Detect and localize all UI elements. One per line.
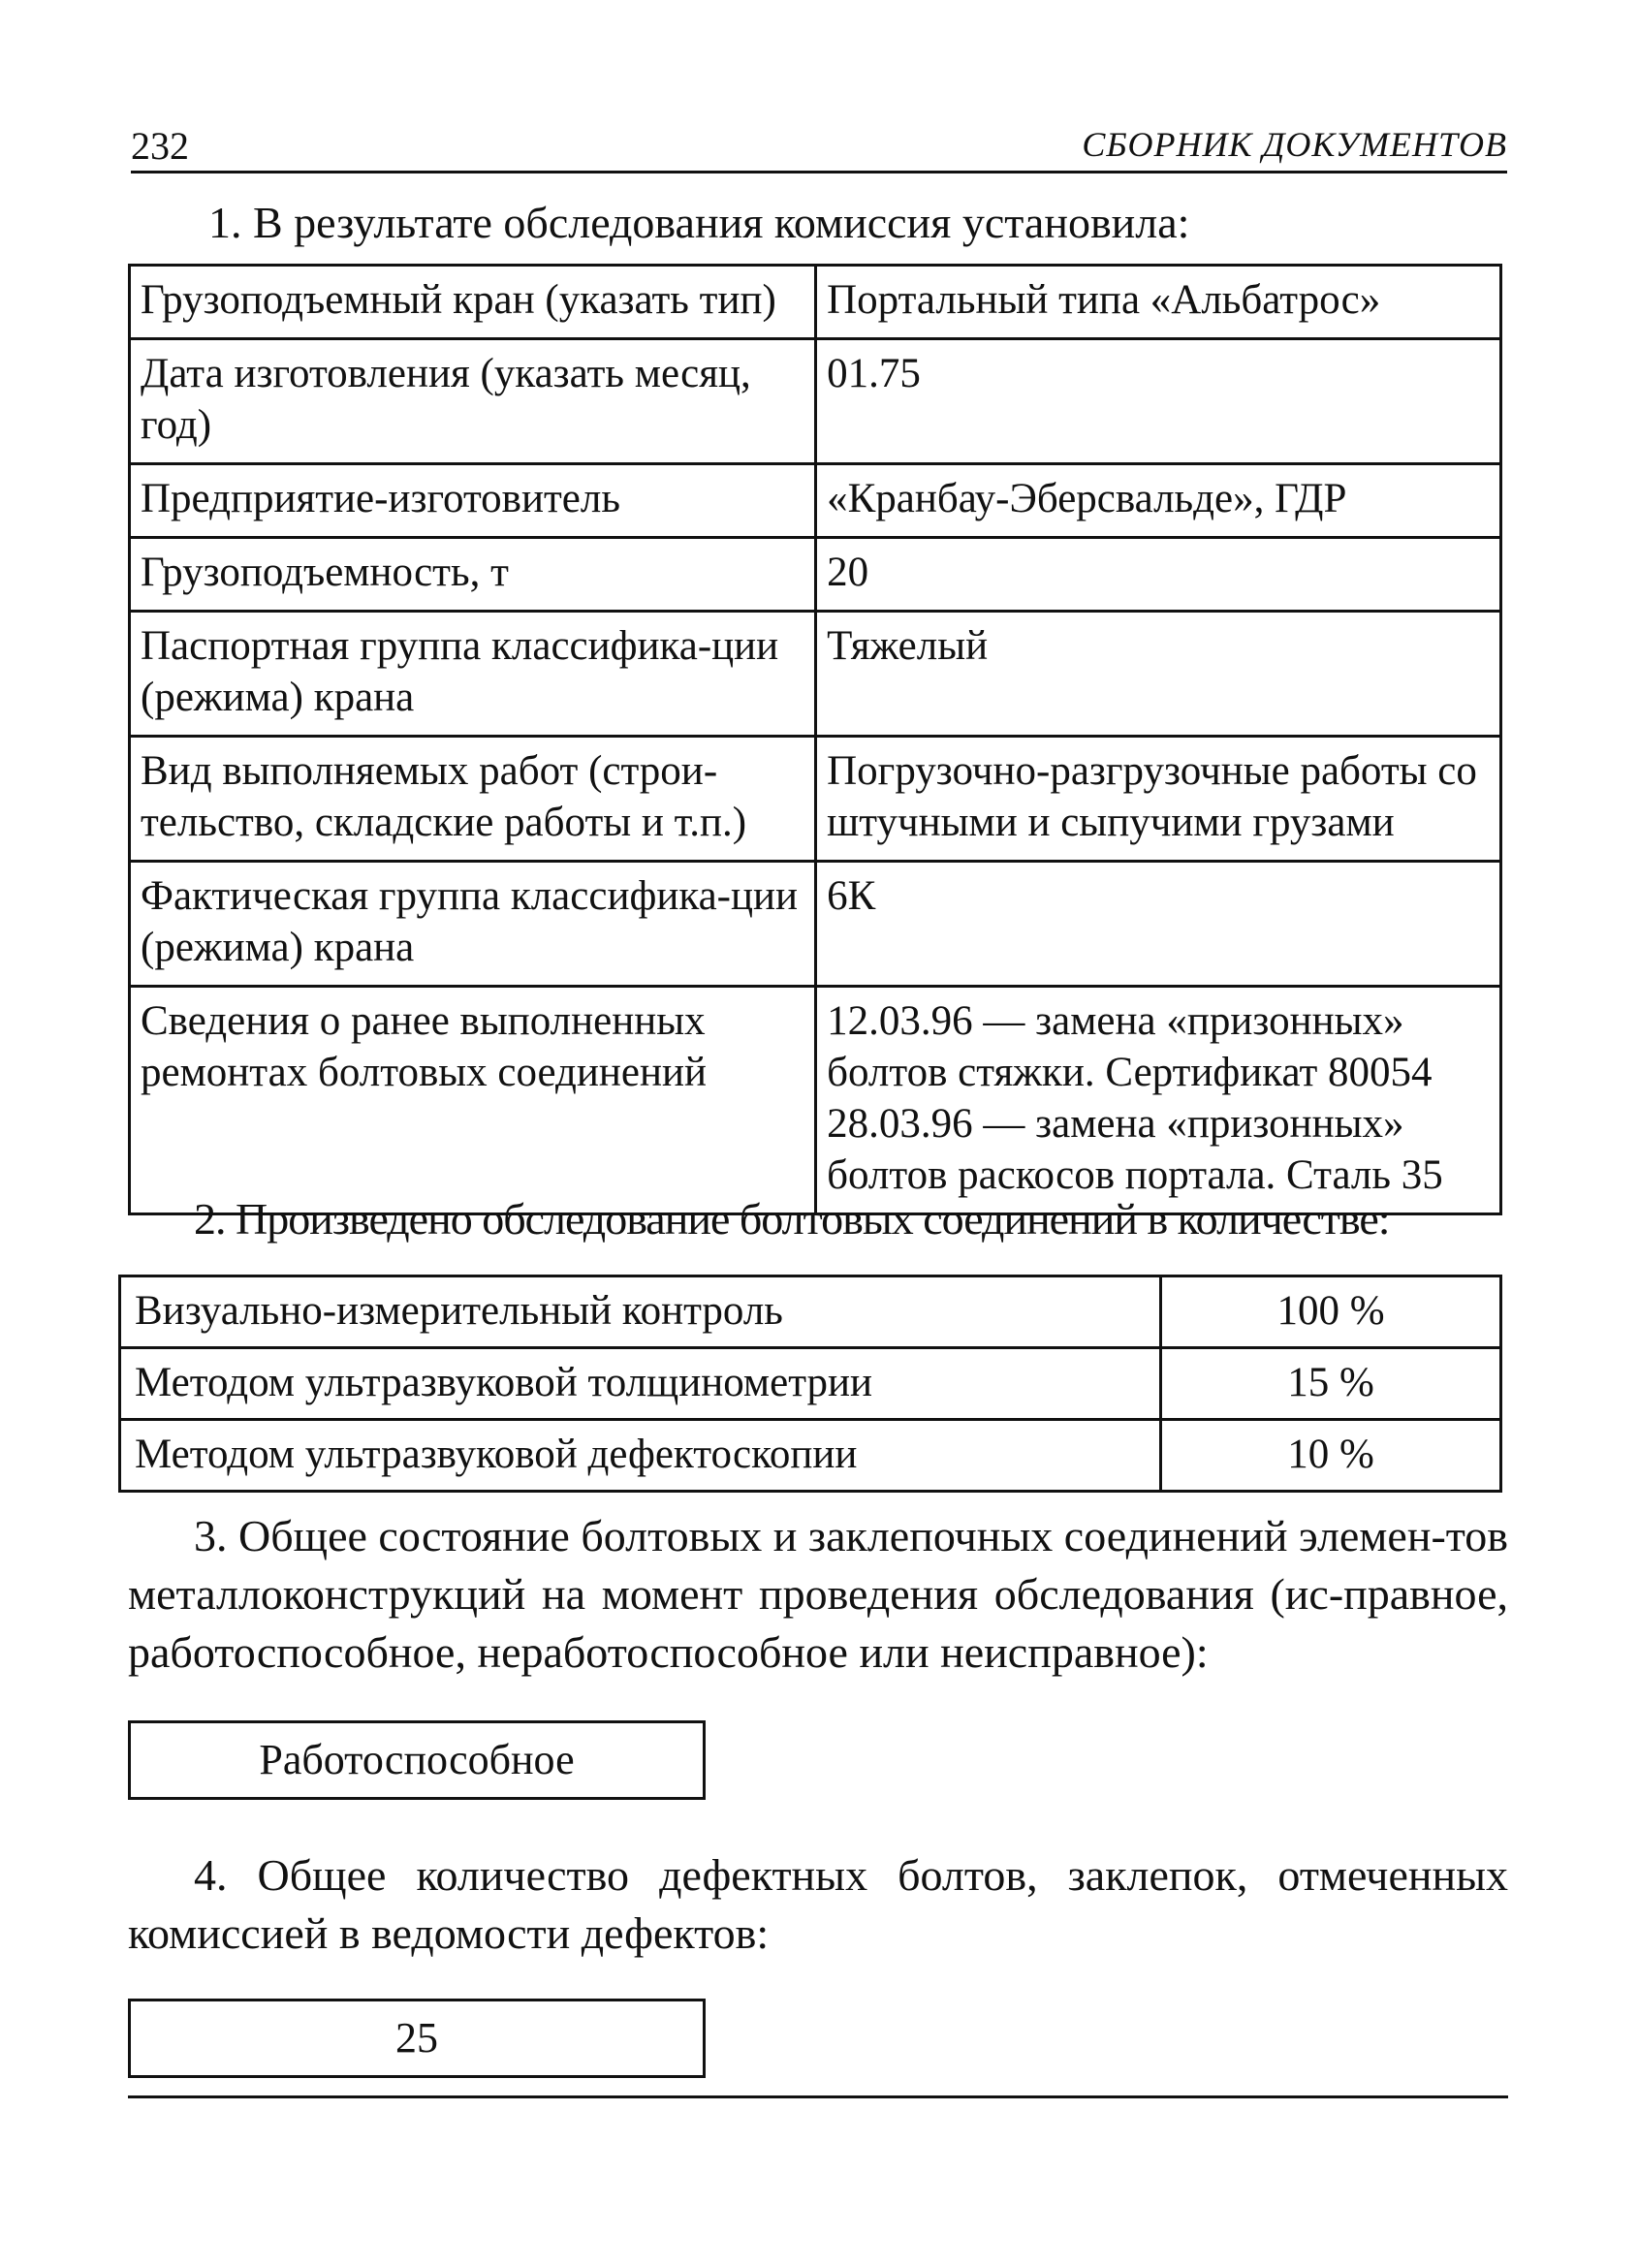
table-row bbox=[120, 1348, 1501, 1420]
row-label: Фактическая группа классифика-ции (режима) крана bbox=[130, 862, 816, 987]
table-row bbox=[130, 266, 1501, 339]
running-title: СБОРНИК ДОКУМЕНТОВ bbox=[1082, 125, 1507, 164]
row-value: Тяжелый bbox=[816, 612, 1501, 737]
table-row bbox=[120, 1276, 1501, 1348]
inspection-findings-table bbox=[128, 264, 1502, 1215]
table-row bbox=[130, 464, 1501, 538]
row-label: Сведения о ранее выполненных ремонтах болтовых соединений bbox=[130, 987, 816, 1214]
table-row bbox=[130, 612, 1501, 737]
row-label: Методом ультразвуковой дефектоскопии bbox=[120, 1420, 1161, 1492]
section2-intro: 2. Произведено обследование болтовых соединений в количестве: bbox=[194, 1194, 1390, 1244]
defect-count-answer-box: 25 bbox=[128, 1999, 706, 2078]
row-value: 6К bbox=[816, 862, 1501, 987]
bolt-inspection-scope-table bbox=[118, 1275, 1502, 1493]
section1-intro: 1. В результате обследования комиссия установила: bbox=[208, 198, 1190, 247]
row-value: 01.75 bbox=[816, 339, 1501, 464]
row-value: Портальный типа «Альбатрос» bbox=[816, 266, 1501, 339]
table-row bbox=[130, 339, 1501, 464]
row-label: Дата изготовления (указать месяц, год) bbox=[130, 339, 816, 464]
row-value: 15 % bbox=[1161, 1348, 1501, 1420]
row-value: 20 bbox=[816, 538, 1501, 612]
section4-intro: 4. Общее количество дефектных болтов, заклепок, отмеченных комиссией в ведомости дефектов: bbox=[128, 1850, 1508, 1958]
row-value: «Кранбау-Эберсвальде», ГДР bbox=[816, 464, 1501, 538]
row-value: 100 % bbox=[1161, 1276, 1501, 1348]
table-row bbox=[130, 737, 1501, 862]
page-number: 232 bbox=[131, 124, 189, 168]
row-value: 10 % bbox=[1161, 1420, 1501, 1492]
row-value: Погрузочно-разгрузочные работы со штучными и сыпучими грузами bbox=[816, 737, 1501, 862]
table-row bbox=[130, 862, 1501, 987]
condition-answer-box: Работоспособное bbox=[128, 1720, 706, 1800]
row-label: Предприятие-изготовитель bbox=[130, 464, 816, 538]
table-row bbox=[130, 538, 1501, 612]
table-row bbox=[130, 987, 1501, 1214]
row-label: Грузоподъемность, т bbox=[130, 538, 816, 612]
section3-intro: 3. Общее состояние болтовых и заклепочных соединений элемен-тов металлоконструкций на момент проведения обследования (ис-правное, работоспособное, неработоспособное или неисправное): bbox=[128, 1511, 1508, 1677]
table-row bbox=[120, 1420, 1501, 1492]
row-label: Грузоподъемный кран (указать тип) bbox=[130, 266, 816, 339]
row-label: Методом ультразвуковой толщинометрии bbox=[120, 1348, 1161, 1420]
row-label: Визуально-измерительный контроль bbox=[120, 1276, 1161, 1348]
row-label: Паспортная группа классифика-ции (режима) крана bbox=[130, 612, 816, 737]
row-value: 12.03.96 — замена «призонных» болтов стяжки. Сертификат 80054 28.03.96 — замена «призонных» болтов раскосов портала. Сталь 35 bbox=[816, 987, 1501, 1214]
page-header bbox=[131, 114, 1507, 173]
row-label: Вид выполняемых работ (строи-тельство, складские работы и т.п.) bbox=[130, 737, 816, 862]
bottom-divider bbox=[128, 2095, 1508, 2098]
